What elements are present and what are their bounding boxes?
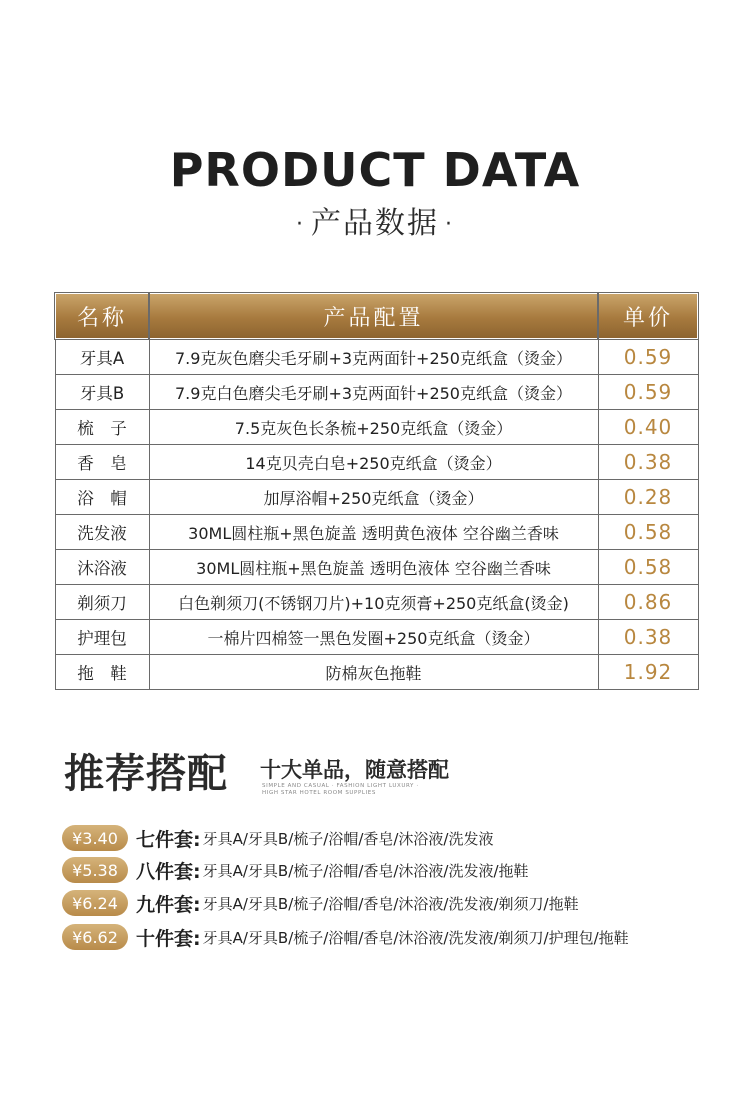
title-chinese: [0, 198, 750, 242]
product-table: [54, 292, 699, 690]
product-config: 14克贝壳白皂+250克纸盒（烫金）: [149, 445, 598, 480]
table-row: [55, 655, 698, 690]
recommend-title: 推荐搭配: [64, 751, 228, 797]
header-name: 名称: [55, 293, 149, 339]
table-row: [55, 339, 698, 375]
product-price: 0.28: [598, 480, 698, 515]
product-name: 洗发液: [55, 515, 149, 550]
price-badge: ¥5.38: [62, 857, 128, 883]
set-items: 牙具A/牙具B/梳子/浴帽/香皂/沐浴液/洗发液/剃须刀/拖鞋: [202, 894, 579, 913]
product-config: 7.5克灰色长条梳+250克纸盒（烫金）: [149, 410, 598, 445]
recommend-tagline: [262, 783, 482, 797]
product-name: 牙具B: [55, 375, 149, 410]
set-items: 牙具A/牙具B/梳子/浴帽/香皂/沐浴液/洗发液/剃须刀/护理包/拖鞋: [202, 928, 629, 947]
product-name: 浴 帽: [55, 480, 149, 515]
set-row-seven: [62, 825, 494, 851]
product-config: 加厚浴帽+250克纸盒（烫金）: [149, 480, 598, 515]
table-row: [55, 480, 698, 515]
recommend-subtitle: 十大单品，随意搭配: [260, 758, 449, 782]
price-badge: ¥6.62: [62, 924, 128, 950]
product-name: 香 皂: [55, 445, 149, 480]
set-items: 牙具A/牙具B/梳子/浴帽/香皂/沐浴液/洗发液: [202, 829, 494, 848]
product-config: 白色剃须刀(不锈钢刀片)+10克须膏+250克纸盒(烫金): [149, 585, 598, 620]
product-name: 剃须刀: [55, 585, 149, 620]
product-name: 护理包: [55, 620, 149, 655]
product-config: 7.9克白色磨尖毛牙刷+3克两面针+250克纸盒（烫金）: [149, 375, 598, 410]
title-dot-right: ·: [445, 212, 454, 237]
product-name: 梳 子: [55, 410, 149, 445]
title-english: PRODUCT DATA: [169, 143, 581, 197]
product-config: 防棉灰色拖鞋: [149, 655, 598, 690]
table-row: [55, 375, 698, 410]
product-name: 牙具A: [55, 339, 149, 375]
product-config: 30ML圆柱瓶+黑色旋盖 透明黄色液体 空谷幽兰香味: [149, 515, 598, 550]
product-price: 0.86: [598, 585, 698, 620]
product-price: 0.38: [598, 445, 698, 480]
product-config: 7.9克灰色磨尖毛牙刷+3克两面针+250克纸盒（烫金）: [149, 339, 598, 375]
product-price: 0.40: [598, 410, 698, 445]
product-price: 0.38: [598, 620, 698, 655]
product-name: 拖 鞋: [55, 655, 149, 690]
table-row: [55, 620, 698, 655]
table-header-row: [55, 293, 698, 339]
price-badge: ¥6.24: [62, 890, 128, 916]
tagline-line-2: HIGH STAR HOTEL ROOM SUPPLIES: [262, 790, 376, 796]
product-price: 1.92: [598, 655, 698, 690]
set-row-ten: [62, 924, 629, 950]
table-row: [55, 585, 698, 620]
product-price: 0.59: [598, 339, 698, 375]
set-row-nine: [62, 890, 579, 916]
set-name: 七件套:: [136, 828, 201, 851]
product-price: 0.58: [598, 550, 698, 585]
product-config: 30ML圆柱瓶+黑色旋盖 透明色液体 空谷幽兰香味: [149, 550, 598, 585]
set-name: 九件套:: [136, 893, 201, 916]
product-price: 0.58: [598, 515, 698, 550]
price-badge: ¥3.40: [62, 825, 128, 851]
product-config: 一棉片四棉签一黑色发圈+250克纸盒（烫金）: [149, 620, 598, 655]
tagline-line-1: SIMPLE AND CASUAL · FASHION LIGHT LUXURY ·: [262, 783, 419, 789]
product-name: 沐浴液: [55, 550, 149, 585]
title-chinese-text: 产品数据: [311, 206, 439, 241]
table-row: [55, 445, 698, 480]
title-dot-left: ·: [296, 212, 305, 237]
header-price: 单价: [598, 293, 698, 339]
set-name: 十件套:: [136, 927, 201, 950]
header-config: 产品配置: [149, 293, 598, 339]
table-row: [55, 515, 698, 550]
product-price: 0.59: [598, 375, 698, 410]
set-name: 八件套:: [136, 860, 201, 883]
set-items: 牙具A/牙具B/梳子/浴帽/香皂/沐浴液/洗发液/拖鞋: [202, 861, 529, 880]
set-row-eight: [62, 857, 529, 883]
table-row: [55, 410, 698, 445]
table-row: [55, 550, 698, 585]
